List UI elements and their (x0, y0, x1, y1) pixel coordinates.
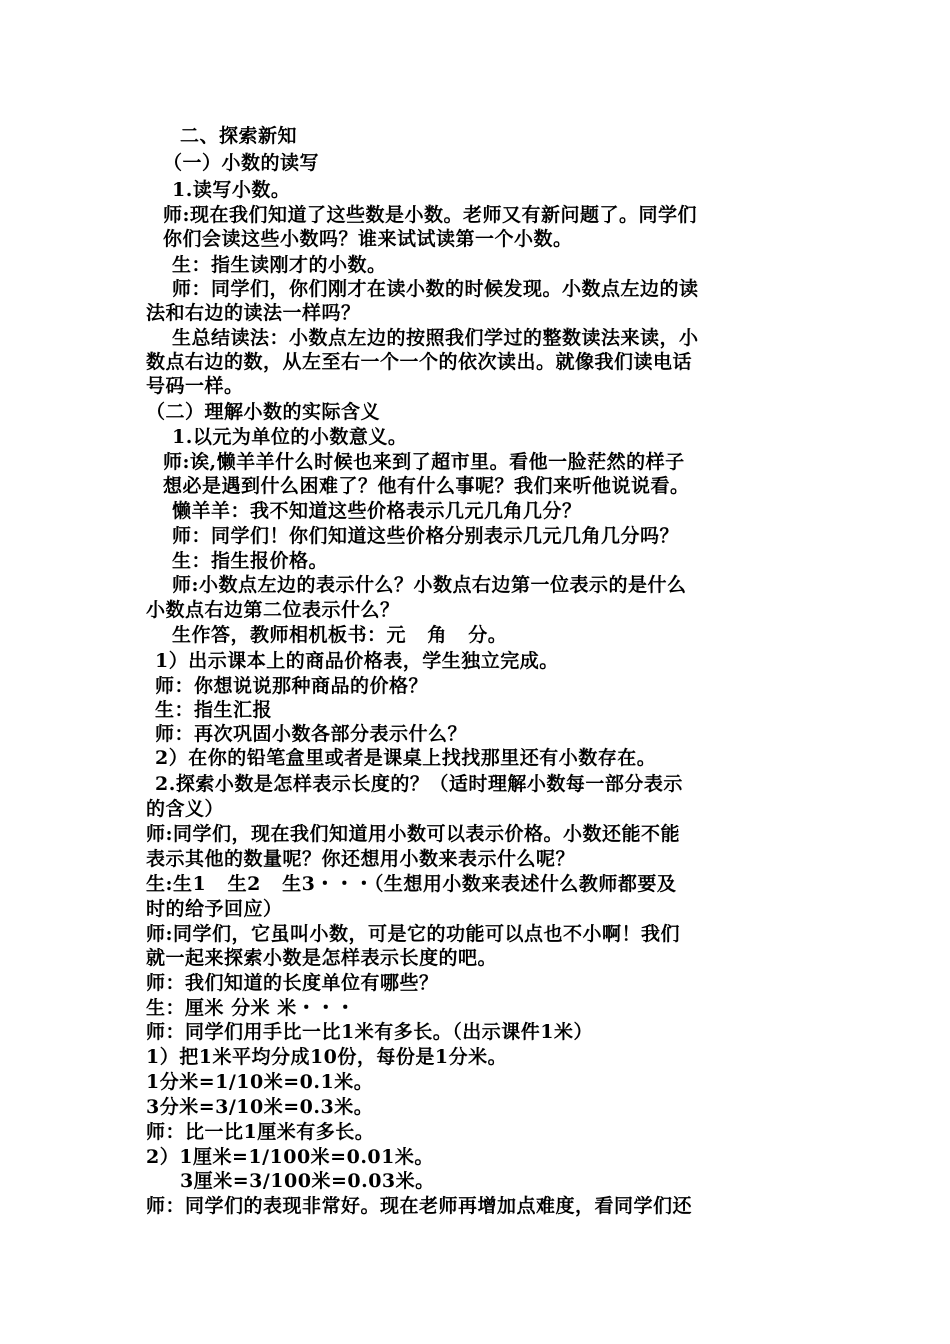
subsection-heading: （二）理解小数的实际含义 (146, 401, 381, 423)
paragraph-line: 生:生1 生2 生3・・・（生想用小数来表述什么教师都要及 (146, 873, 677, 895)
paragraph-line: 生：厘米 分米 米・・・ (146, 997, 356, 1019)
paragraph-line: 师：同学们的表现非常好。现在老师再增加点难度，看同学们还 (146, 1195, 693, 1217)
paragraph-line: 生总结读法：小数点左边的按照我们学过的整数读法来读，小 (172, 327, 699, 349)
paragraph-line: 2）在你的铅笔盒里或者是课桌上找找那里还有小数存在。 (155, 747, 657, 769)
paragraph-line: 懒羊羊：我不知道这些价格表示几元几角几分？ (172, 500, 582, 522)
paragraph-line: 师:小数点左边的表示什么？小数点右边第一位表示的是什么 (172, 574, 687, 596)
paragraph-line: 师：同学们！你们知道这些价格分别表示几元几角几分吗？ (172, 525, 680, 547)
paragraph-line: 2）1厘米=1/100米=0.01米。 (146, 1146, 434, 1168)
paragraph-line: 法和右边的读法一样吗？ (146, 302, 361, 324)
paragraph-line: 1分米=1/10米=0.1米。 (146, 1071, 374, 1093)
paragraph-line: 生：指生读刚才的小数。 (172, 254, 387, 276)
paragraph-line: 生：指生报价格。 (172, 550, 329, 572)
paragraph-line: 数点右边的数，从左至右一个一个的依次读出。就像我们读电话 (146, 351, 693, 373)
paragraph-line: 3厘米=3/100米=0.03米。 (180, 1170, 435, 1192)
subsection-heading: （一）小数的读写 (163, 152, 320, 174)
item-heading: 1.读写小数。 (172, 179, 291, 201)
paragraph-line: 师：再次巩固小数各部分表示什么？ (155, 723, 468, 745)
paragraph-line: 1）把1米平均分成10份，每份是1分米。 (146, 1046, 508, 1068)
item-heading: 1.以元为单位的小数意义。 (172, 426, 408, 448)
paragraph-line: 2.探索小数是怎样表示长度的？（适时理解小数每一部分表示 (155, 773, 683, 795)
paragraph-line: 师：比一比1厘米有多长。 (146, 1121, 375, 1143)
paragraph-line: 表示其他的数量呢？你还想用小数来表示什么呢？ (146, 848, 576, 870)
paragraph-line: 号码一样。 (146, 375, 244, 397)
paragraph-line: 师：我们知道的长度单位有哪些？ (146, 972, 439, 994)
paragraph-line: 的含义） (146, 798, 225, 820)
paragraph-line: 师:诶,懒羊羊什么时候也来到了超市里。看他一脸茫然的样子 (163, 451, 685, 473)
paragraph-line: 就一起来探索小数是怎样表示长度的吧。 (146, 947, 498, 969)
paragraph-line: 小数点右边第二位表示什么？ (146, 599, 400, 621)
paragraph-line: 时的给予回应） (146, 898, 283, 920)
paragraph-line: 1）出示课本上的商品价格表，学生独立完成。 (155, 650, 559, 672)
paragraph-line: 师:现在我们知道了这些数是小数。老师又有新问题了。同学们 (163, 204, 698, 226)
paragraph-line: 生：指生汇报 (155, 699, 273, 721)
paragraph-line: 师：同学们用手比一比1米有多长。（出示课件1米） (146, 1021, 593, 1043)
paragraph-line: 生作答，教师相机板书：元 角 分。 (172, 624, 508, 646)
paragraph-line: 师:同学们，现在我们知道用小数可以表示价格。小数还能不能 (146, 823, 681, 845)
section-heading: 二、探索新知 (180, 125, 298, 147)
paragraph-line: 师:同学们，它虽叫小数，可是它的功能可以点也不小啊！我们 (146, 923, 681, 945)
paragraph-line: 3分米=3/10米=0.3米。 (146, 1096, 374, 1118)
paragraph-line: 师：同学们，你们刚才在读小数的时候发现。小数点左边的读 (172, 278, 699, 300)
paragraph-line: 想必是遇到什么困难了？他有什么事呢？我们来听他说说看。 (163, 475, 690, 497)
paragraph-line: 你们会读这些小数吗？谁来试试读第一个小数。 (163, 228, 573, 250)
paragraph-line: 师：你想说说那种商品的价格？ (155, 675, 429, 697)
